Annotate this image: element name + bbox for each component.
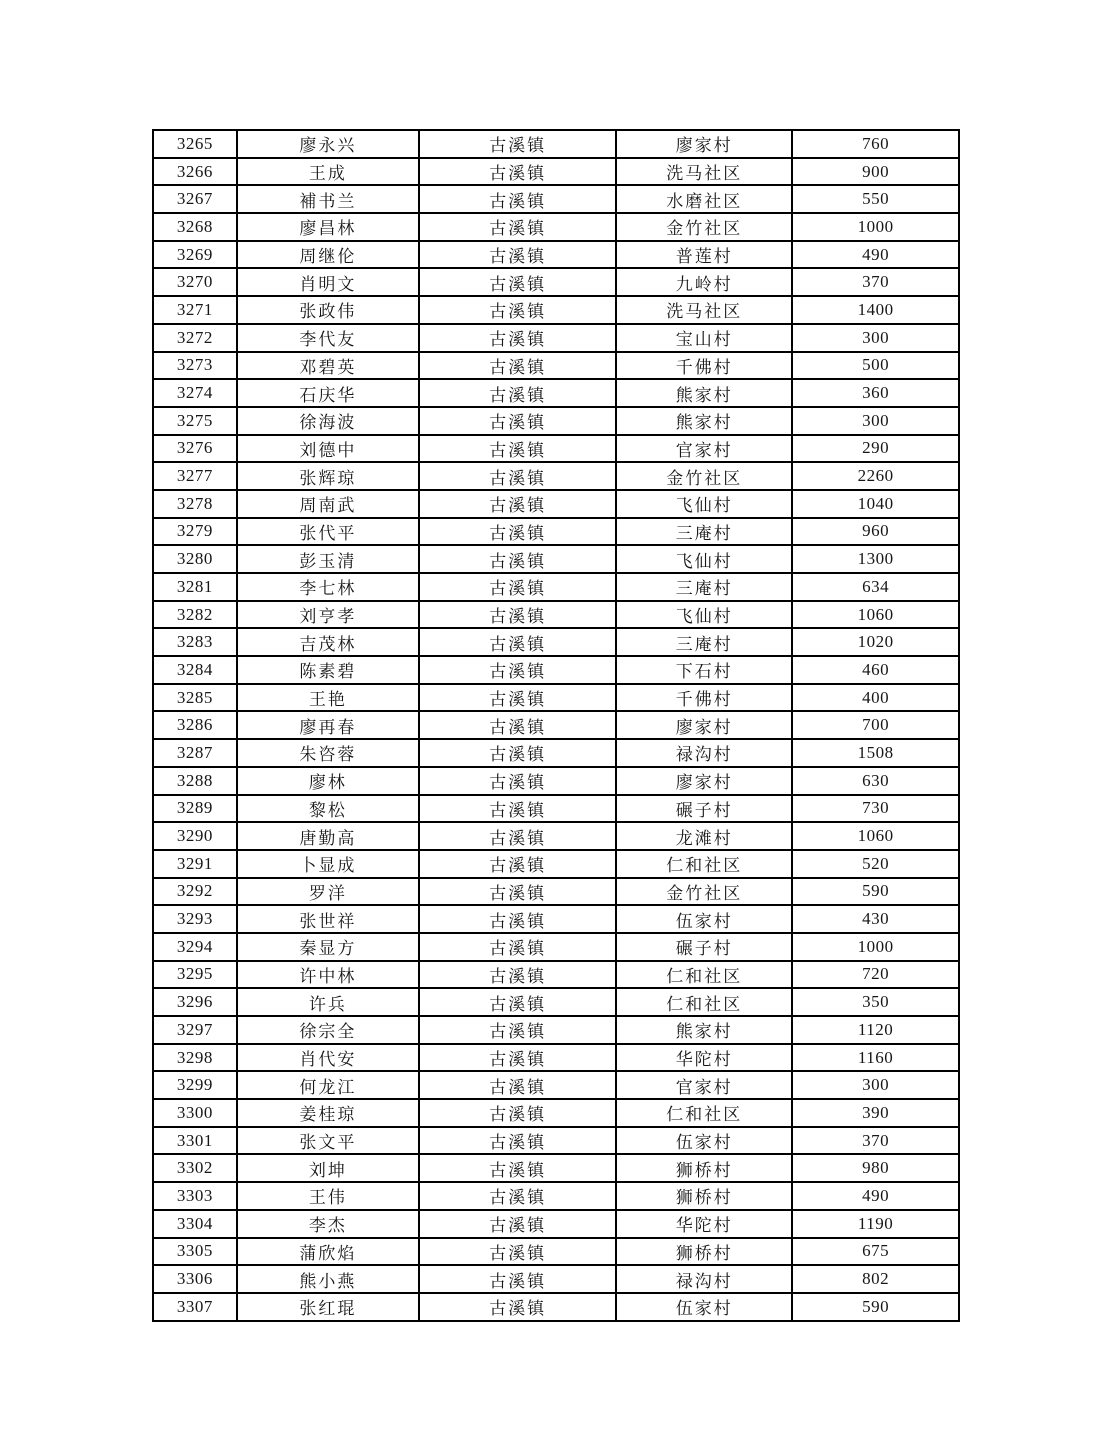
cell-name: 王伟 <box>237 1182 419 1210</box>
cell-id: 3290 <box>153 822 237 850</box>
cell-village: 飞仙村 <box>616 490 792 518</box>
cell-id: 3278 <box>153 490 237 518</box>
cell-village: 官家村 <box>616 1071 792 1099</box>
cell-name: 徐海波 <box>237 407 419 435</box>
cell-village: 伍家村 <box>616 1127 792 1155</box>
cell-amount: 390 <box>792 1099 959 1127</box>
cell-id: 3283 <box>153 628 237 656</box>
cell-id: 3286 <box>153 711 237 739</box>
cell-name: 石庆华 <box>237 379 419 407</box>
cell-name: 卜显成 <box>237 850 419 878</box>
cell-amount: 360 <box>792 379 959 407</box>
cell-id: 3300 <box>153 1099 237 1127</box>
cell-name: 廖昌林 <box>237 213 419 241</box>
cell-name: 张代平 <box>237 518 419 546</box>
table-row <box>153 518 959 546</box>
cell-name: 张辉琼 <box>237 462 419 490</box>
cell-amount: 1000 <box>792 933 959 961</box>
cell-name: 蒲欣焰 <box>237 1238 419 1266</box>
table-row <box>153 1044 959 1072</box>
cell-amount: 300 <box>792 407 959 435</box>
cell-name: 刘坤 <box>237 1154 419 1182</box>
cell-amount: 520 <box>792 850 959 878</box>
cell-name: 李七林 <box>237 573 419 601</box>
table-row <box>153 961 959 989</box>
table-row <box>153 324 959 352</box>
cell-town: 古溪镇 <box>419 379 616 407</box>
cell-id: 3275 <box>153 407 237 435</box>
cell-amount: 430 <box>792 905 959 933</box>
cell-id: 3306 <box>153 1265 237 1293</box>
cell-town: 古溪镇 <box>419 545 616 573</box>
cell-town: 古溪镇 <box>419 241 616 269</box>
table-row <box>153 1265 959 1293</box>
cell-amount: 590 <box>792 878 959 906</box>
cell-name: 補书兰 <box>237 185 419 213</box>
cell-town: 古溪镇 <box>419 324 616 352</box>
cell-village: 熊家村 <box>616 1016 792 1044</box>
table-row <box>153 130 959 158</box>
cell-town: 古溪镇 <box>419 767 616 795</box>
cell-village: 官家村 <box>616 435 792 463</box>
cell-id: 3291 <box>153 850 237 878</box>
cell-town: 古溪镇 <box>419 822 616 850</box>
cell-id: 3299 <box>153 1071 237 1099</box>
cell-id: 3277 <box>153 462 237 490</box>
table-row <box>153 462 959 490</box>
cell-town: 古溪镇 <box>419 407 616 435</box>
cell-name: 李杰 <box>237 1210 419 1238</box>
cell-amount: 634 <box>792 573 959 601</box>
table-row <box>153 573 959 601</box>
cell-amount: 1040 <box>792 490 959 518</box>
cell-amount: 1120 <box>792 1016 959 1044</box>
cell-id: 3272 <box>153 324 237 352</box>
table-row <box>153 739 959 767</box>
table-row <box>153 1127 959 1155</box>
table-row <box>153 795 959 823</box>
cell-name: 彭玉清 <box>237 545 419 573</box>
cell-amount: 460 <box>792 656 959 684</box>
cell-village: 熊家村 <box>616 379 792 407</box>
cell-village: 三庵村 <box>616 573 792 601</box>
cell-id: 3276 <box>153 435 237 463</box>
cell-village: 飞仙村 <box>616 545 792 573</box>
cell-id: 3307 <box>153 1293 237 1321</box>
cell-amount: 370 <box>792 1127 959 1155</box>
cell-town: 古溪镇 <box>419 988 616 1016</box>
cell-village: 金竹社区 <box>616 878 792 906</box>
cell-id: 3296 <box>153 988 237 1016</box>
cell-village: 廖家村 <box>616 711 792 739</box>
cell-name: 张红琨 <box>237 1293 419 1321</box>
cell-id: 3282 <box>153 601 237 629</box>
cell-id: 3294 <box>153 933 237 961</box>
cell-town: 古溪镇 <box>419 878 616 906</box>
cell-town: 古溪镇 <box>419 213 616 241</box>
cell-village: 三庵村 <box>616 628 792 656</box>
cell-amount: 1508 <box>792 739 959 767</box>
cell-town: 古溪镇 <box>419 1265 616 1293</box>
cell-name: 朱咨蓉 <box>237 739 419 767</box>
table-row <box>153 1238 959 1266</box>
cell-village: 宝山村 <box>616 324 792 352</box>
table-row <box>153 711 959 739</box>
table-row <box>153 1154 959 1182</box>
table-row <box>153 185 959 213</box>
cell-name: 陈素碧 <box>237 656 419 684</box>
cell-amount: 1300 <box>792 545 959 573</box>
cell-town: 古溪镇 <box>419 684 616 712</box>
cell-town: 古溪镇 <box>419 739 616 767</box>
cell-town: 古溪镇 <box>419 352 616 380</box>
cell-village: 洗马社区 <box>616 158 792 186</box>
cell-id: 3281 <box>153 573 237 601</box>
table-row <box>153 628 959 656</box>
cell-town: 古溪镇 <box>419 518 616 546</box>
cell-amount: 490 <box>792 1182 959 1210</box>
cell-id: 3268 <box>153 213 237 241</box>
table-row <box>153 1293 959 1321</box>
cell-town: 古溪镇 <box>419 795 616 823</box>
cell-name: 王成 <box>237 158 419 186</box>
cell-id: 3292 <box>153 878 237 906</box>
cell-name: 姜桂琼 <box>237 1099 419 1127</box>
cell-village: 仁和社区 <box>616 850 792 878</box>
cell-town: 古溪镇 <box>419 1016 616 1044</box>
cell-town: 古溪镇 <box>419 933 616 961</box>
cell-amount: 1400 <box>792 296 959 324</box>
cell-id: 3304 <box>153 1210 237 1238</box>
cell-town: 古溪镇 <box>419 185 616 213</box>
cell-name: 肖代安 <box>237 1044 419 1072</box>
cell-village: 碾子村 <box>616 795 792 823</box>
roster-table <box>152 129 960 1322</box>
cell-amount: 700 <box>792 711 959 739</box>
cell-town: 古溪镇 <box>419 1044 616 1072</box>
table-row <box>153 268 959 296</box>
table-row <box>153 684 959 712</box>
table-row <box>153 379 959 407</box>
cell-town: 古溪镇 <box>419 268 616 296</box>
cell-amount: 980 <box>792 1154 959 1182</box>
cell-town: 古溪镇 <box>419 490 616 518</box>
cell-amount: 900 <box>792 158 959 186</box>
cell-village: 华陀村 <box>616 1044 792 1072</box>
table-row <box>153 435 959 463</box>
cell-amount: 1060 <box>792 601 959 629</box>
cell-id: 3297 <box>153 1016 237 1044</box>
cell-amount: 590 <box>792 1293 959 1321</box>
cell-village: 飞仙村 <box>616 601 792 629</box>
cell-id: 3288 <box>153 767 237 795</box>
cell-village: 九岭村 <box>616 268 792 296</box>
cell-amount: 1060 <box>792 822 959 850</box>
cell-amount: 490 <box>792 241 959 269</box>
cell-amount: 802 <box>792 1265 959 1293</box>
cell-amount: 1190 <box>792 1210 959 1238</box>
table-row <box>153 158 959 186</box>
table-row <box>153 1182 959 1210</box>
cell-amount: 720 <box>792 961 959 989</box>
cell-name: 张世祥 <box>237 905 419 933</box>
table-row <box>153 490 959 518</box>
cell-amount: 1000 <box>792 213 959 241</box>
cell-name: 廖永兴 <box>237 130 419 158</box>
table-row <box>153 1071 959 1099</box>
cell-id: 3270 <box>153 268 237 296</box>
cell-amount: 2260 <box>792 462 959 490</box>
cell-town: 古溪镇 <box>419 1293 616 1321</box>
cell-village: 伍家村 <box>616 1293 792 1321</box>
cell-village: 龙滩村 <box>616 822 792 850</box>
table-row <box>153 822 959 850</box>
cell-id: 3266 <box>153 158 237 186</box>
cell-id: 3269 <box>153 241 237 269</box>
cell-village: 金竹社区 <box>616 213 792 241</box>
cell-village: 水磨社区 <box>616 185 792 213</box>
cell-name: 廖林 <box>237 767 419 795</box>
cell-amount: 370 <box>792 268 959 296</box>
cell-village: 下石村 <box>616 656 792 684</box>
cell-amount: 290 <box>792 435 959 463</box>
cell-id: 3289 <box>153 795 237 823</box>
cell-town: 古溪镇 <box>419 1154 616 1182</box>
cell-amount: 1160 <box>792 1044 959 1072</box>
cell-name: 王艳 <box>237 684 419 712</box>
cell-amount: 675 <box>792 1238 959 1266</box>
cell-town: 古溪镇 <box>419 905 616 933</box>
table-row <box>153 296 959 324</box>
cell-town: 古溪镇 <box>419 435 616 463</box>
cell-id: 3302 <box>153 1154 237 1182</box>
cell-id: 3279 <box>153 518 237 546</box>
cell-village: 碾子村 <box>616 933 792 961</box>
cell-name: 刘德中 <box>237 435 419 463</box>
table-row <box>153 1210 959 1238</box>
table-row <box>153 933 959 961</box>
table-row <box>153 241 959 269</box>
cell-name: 唐勤高 <box>237 822 419 850</box>
table-row <box>153 905 959 933</box>
cell-id: 3295 <box>153 961 237 989</box>
table-body <box>153 130 959 1321</box>
cell-town: 古溪镇 <box>419 573 616 601</box>
cell-amount: 760 <box>792 130 959 158</box>
table-row <box>153 850 959 878</box>
cell-name: 周继伦 <box>237 241 419 269</box>
cell-amount: 400 <box>792 684 959 712</box>
cell-name: 张政伟 <box>237 296 419 324</box>
cell-village: 普莲村 <box>616 241 792 269</box>
cell-town: 古溪镇 <box>419 462 616 490</box>
cell-id: 3284 <box>153 656 237 684</box>
table-row <box>153 656 959 684</box>
cell-id: 3305 <box>153 1238 237 1266</box>
cell-amount: 630 <box>792 767 959 795</box>
cell-town: 古溪镇 <box>419 296 616 324</box>
cell-town: 古溪镇 <box>419 601 616 629</box>
cell-village: 千佛村 <box>616 352 792 380</box>
cell-town: 古溪镇 <box>419 850 616 878</box>
cell-village: 伍家村 <box>616 905 792 933</box>
cell-amount: 550 <box>792 185 959 213</box>
cell-amount: 300 <box>792 324 959 352</box>
table-row <box>153 407 959 435</box>
cell-town: 古溪镇 <box>419 1182 616 1210</box>
cell-name: 许兵 <box>237 988 419 1016</box>
cell-amount: 1020 <box>792 628 959 656</box>
cell-name: 罗洋 <box>237 878 419 906</box>
cell-town: 古溪镇 <box>419 628 616 656</box>
table-row <box>153 545 959 573</box>
cell-village: 仁和社区 <box>616 1099 792 1127</box>
cell-amount: 350 <box>792 988 959 1016</box>
cell-id: 3274 <box>153 379 237 407</box>
cell-name: 廖再春 <box>237 711 419 739</box>
cell-name: 何龙江 <box>237 1071 419 1099</box>
cell-name: 刘亨孝 <box>237 601 419 629</box>
table-row <box>153 1099 959 1127</box>
cell-village: 狮桥村 <box>616 1154 792 1182</box>
cell-town: 古溪镇 <box>419 1238 616 1266</box>
cell-town: 古溪镇 <box>419 130 616 158</box>
table-row <box>153 767 959 795</box>
cell-id: 3271 <box>153 296 237 324</box>
cell-name: 熊小燕 <box>237 1265 419 1293</box>
cell-id: 3273 <box>153 352 237 380</box>
cell-id: 3303 <box>153 1182 237 1210</box>
cell-town: 古溪镇 <box>419 1071 616 1099</box>
cell-village: 狮桥村 <box>616 1238 792 1266</box>
cell-village: 仁和社区 <box>616 961 792 989</box>
cell-town: 古溪镇 <box>419 711 616 739</box>
cell-name: 许中林 <box>237 961 419 989</box>
cell-name: 肖明文 <box>237 268 419 296</box>
cell-town: 古溪镇 <box>419 1099 616 1127</box>
cell-id: 3265 <box>153 130 237 158</box>
cell-name: 秦显方 <box>237 933 419 961</box>
cell-name: 周南武 <box>237 490 419 518</box>
cell-town: 古溪镇 <box>419 1210 616 1238</box>
cell-id: 3285 <box>153 684 237 712</box>
table-row <box>153 601 959 629</box>
cell-id: 3267 <box>153 185 237 213</box>
cell-id: 3301 <box>153 1127 237 1155</box>
cell-amount: 960 <box>792 518 959 546</box>
cell-village: 华陀村 <box>616 1210 792 1238</box>
cell-village: 仁和社区 <box>616 988 792 1016</box>
cell-town: 古溪镇 <box>419 158 616 186</box>
table-row <box>153 878 959 906</box>
cell-name: 黎松 <box>237 795 419 823</box>
cell-amount: 500 <box>792 352 959 380</box>
cell-amount: 730 <box>792 795 959 823</box>
table-row <box>153 213 959 241</box>
cell-name: 李代友 <box>237 324 419 352</box>
cell-village: 廖家村 <box>616 130 792 158</box>
cell-name: 吉茂林 <box>237 628 419 656</box>
cell-village: 狮桥村 <box>616 1182 792 1210</box>
cell-village: 禄沟村 <box>616 1265 792 1293</box>
cell-id: 3287 <box>153 739 237 767</box>
table-row <box>153 988 959 1016</box>
cell-id: 3298 <box>153 1044 237 1072</box>
cell-town: 古溪镇 <box>419 961 616 989</box>
cell-village: 洗马社区 <box>616 296 792 324</box>
cell-village: 千佛村 <box>616 684 792 712</box>
cell-village: 熊家村 <box>616 407 792 435</box>
cell-village: 三庵村 <box>616 518 792 546</box>
cell-id: 3293 <box>153 905 237 933</box>
table-row <box>153 352 959 380</box>
cell-village: 金竹社区 <box>616 462 792 490</box>
cell-amount: 300 <box>792 1071 959 1099</box>
cell-town: 古溪镇 <box>419 1127 616 1155</box>
cell-name: 张文平 <box>237 1127 419 1155</box>
table-row <box>153 1016 959 1044</box>
cell-id: 3280 <box>153 545 237 573</box>
cell-name: 徐宗全 <box>237 1016 419 1044</box>
cell-village: 禄沟村 <box>616 739 792 767</box>
cell-name: 邓碧英 <box>237 352 419 380</box>
cell-town: 古溪镇 <box>419 656 616 684</box>
cell-village: 廖家村 <box>616 767 792 795</box>
